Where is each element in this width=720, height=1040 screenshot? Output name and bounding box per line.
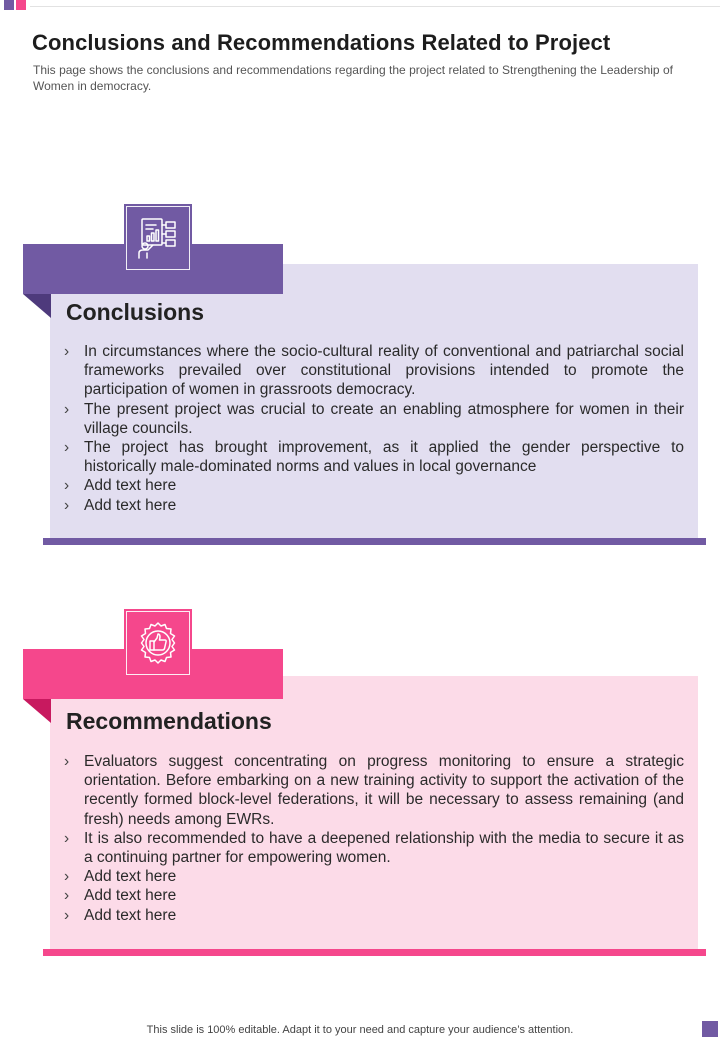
recommendations-band-fold (23, 699, 51, 723)
recommendations-underline-bar (43, 949, 706, 956)
list-item: › The present project was crucial to create an enabling atmosphere for women in their village councils. (64, 400, 684, 438)
corner-accent-square (702, 1021, 718, 1037)
top-divider (30, 6, 720, 7)
list-item: › Add text here (64, 496, 684, 515)
recommendations-icon-box (124, 609, 192, 677)
conclusions-band-fold (23, 294, 51, 318)
page-description: This page shows the conclusions and recommendations regarding the project related to Strengthening the Leadership of Women in democracy. (33, 63, 673, 93)
conclusions-list (64, 342, 684, 515)
conclusions-icon-box (124, 204, 192, 272)
list-item: › Add text here (64, 906, 684, 925)
recommendations-title: Recommendations (66, 708, 272, 734)
report-chart-icon (136, 216, 180, 260)
top-accent-square-purple (4, 0, 14, 10)
top-accent-square-pink (16, 0, 26, 10)
list-item: › Add text here (64, 867, 684, 886)
list-item: › It is also recommended to have a deepened relationship with the media to secure it as a continuing partner for empowering women. (64, 829, 684, 867)
conclusions-underline-bar (43, 538, 706, 545)
recommendations-list (64, 752, 684, 925)
list-item: › The project has brought improvement, as it applied the gender perspective to historically male-dominated norms and values in local governance (64, 438, 684, 476)
footer-note: This slide is 100% editable. Adapt it to your need and capture your audience’s attention. (146, 1024, 574, 1036)
page-title: Conclusions and Recommendations Related to Project (32, 30, 611, 55)
list-item: › Add text here (64, 476, 684, 495)
conclusions-title: Conclusions (66, 299, 205, 325)
thumbs-up-badge-icon (136, 621, 180, 665)
list-item: › Add text here (64, 886, 684, 905)
list-item: › In circumstances where the socio-cultural reality of conventional and patriarchal social frameworks prevailed over constitutional provisions intended to promote the participation of women in grassroots democracy. (64, 342, 684, 400)
list-item: › Evaluators suggest concentrating on progress monitoring to ensure a strategic orientation. Before embarking on a new training activity to support the activation of the recently formed block-level federations, it will be necessary to assess remaining (and fresh) needs among EWRs. (64, 752, 684, 829)
